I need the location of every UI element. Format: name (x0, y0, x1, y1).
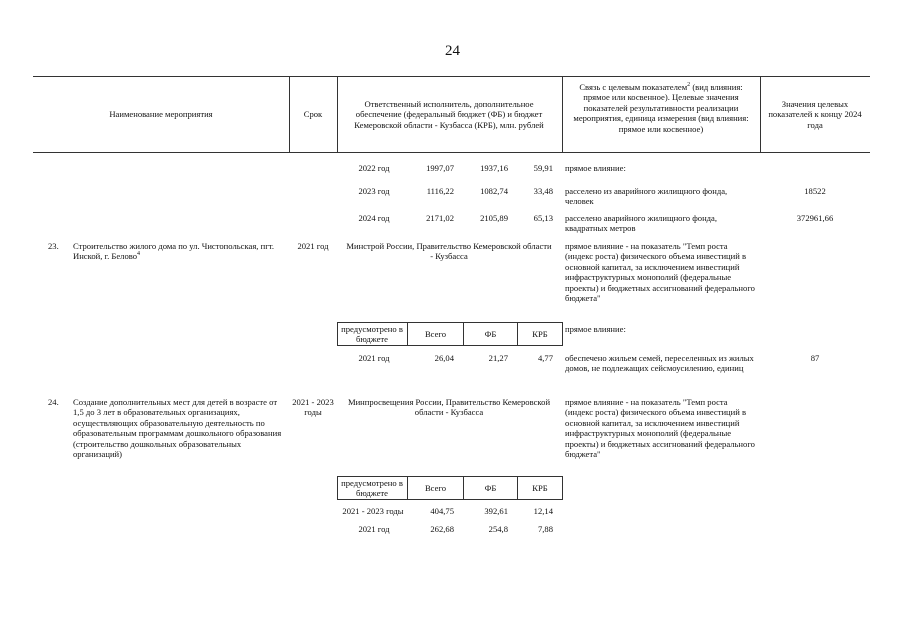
header-bottom-rule (33, 152, 870, 153)
item-number: 24. (48, 397, 59, 407)
budget-header-provided: предусмотрено в бюджете (341, 324, 403, 345)
budget-header-krb: КРБ (532, 483, 548, 493)
fb-cell: 1082,74 (480, 186, 508, 196)
header-col-values: Значения целевых показателей к концу 2024 года (768, 99, 862, 130)
link-cell: прямое влияние: (565, 163, 626, 173)
header-col-link (566, 82, 756, 134)
target-value: 87 (810, 353, 820, 363)
fb-cell: 2105,89 (480, 213, 508, 223)
krb-cell: 59,91 (533, 163, 553, 173)
krb-cell: 12,14 (533, 506, 553, 516)
link-cell: прямое влияние - на показатель "Темп роста (индекс роста) физического объема инвестиций в основной капитал, за исключением инвестиций инфраструктурных монополий (федеральные проекты) и бюджетных ассигнований федерального бюджета" (565, 397, 755, 460)
fb-cell: 21,27 (488, 353, 508, 363)
link-cell: расселено аварийного жилищного фонда, квадратных метров (565, 213, 718, 234)
fb-cell: 254,8 (488, 524, 508, 534)
header-col-link-rest: (вид влияния: прямое или косвенное). Целевые значения показателей результативности реализации мероприятия, единица измерения (вид влияния: прямое или косвенное) (573, 82, 749, 134)
year-cell: 2021 - 2023 годы (342, 506, 404, 516)
year-cell: 2022 год (358, 163, 390, 173)
target-value: 372961,66 (796, 213, 834, 223)
year-cell: 2021 год (358, 353, 390, 363)
krb-cell: 4,77 (537, 353, 553, 363)
item-number: 23. (48, 241, 59, 251)
footnote-ref: 2 (687, 82, 691, 89)
header-col-link-title: Связь с целевым показателем (579, 82, 688, 92)
item-name: Создание дополнительных мест для детей в возрасте от 1,5 до 3 лет в образовательных организациях, осуществляющих образовательную деятельность по образовательным программам дошкольного образования (строительство дошкольных образовательных организаций) (73, 397, 282, 460)
link-cell: прямое влияние - на показатель "Темп роста (индекс роста) физического объема инвестиций в основной капитал, за исключением инвестиций инфраструктурных монополий (федеральные проекты) и бюджетных ассигнований федерального бюджета" (565, 241, 755, 304)
budget-header-fb: ФБ (484, 483, 497, 493)
footnote-ref: 4 (137, 251, 141, 258)
year-cell: 2024 год (358, 213, 390, 223)
link-cell: обеспечено жильем семей, переселенных из жилых домов, не подлежащих сейсмоусилению, единиц (565, 353, 754, 374)
target-value: 18522 (804, 186, 826, 196)
budget-header-krb: КРБ (532, 329, 548, 339)
krb-cell: 7,88 (537, 524, 553, 534)
link-cell: прямое влияние: (565, 324, 626, 334)
item-executor: Минпросвещения России, Правительство Кемеровской области - Кузбасса (347, 397, 551, 418)
header-col-exec: Ответственный исполнитель, дополнительное обеспечение (федеральный бюджет (ФБ) и бюджет Кемеровской области - Кузбасса (КРБ), млн. рублей (354, 99, 544, 130)
item-name (73, 241, 289, 262)
total-cell: 262,68 (430, 524, 454, 534)
page-number: 24 (445, 43, 460, 59)
total-cell: 1116,22 (426, 186, 454, 196)
total-cell: 2171,02 (426, 213, 454, 223)
link-cell: расселено из аварийного жилищного фонда, человек (565, 186, 728, 207)
item-term: 2021 год (297, 241, 329, 251)
budget-header-total: Всего (424, 483, 447, 493)
fb-cell: 1937,16 (480, 163, 508, 173)
total-cell: 404,75 (430, 506, 454, 516)
header-divider (337, 76, 338, 152)
header-col-name: Наименование мероприятия (109, 109, 213, 119)
header-divider (760, 76, 761, 152)
item-name-text: Строительство жилого дома по ул. Чистопольская, пгт. Инской, г. Белово (73, 241, 274, 262)
header-divider (562, 76, 563, 152)
budget-header-fb: ФБ (484, 329, 497, 339)
header-col-term: Срок (303, 109, 323, 119)
total-cell: 1997,07 (426, 163, 454, 173)
header-top-rule (33, 76, 870, 77)
year-cell: 2023 год (358, 186, 390, 196)
krb-cell: 33,48 (533, 186, 553, 196)
budget-header-provided: предусмотрено в бюджете (341, 478, 403, 499)
item-executor: Минстрой России, Правительство Кемеровской области - Кузбасса (346, 241, 552, 262)
budget-header-total: Всего (424, 329, 447, 339)
item-term: 2021 - 2023 годы (292, 397, 334, 418)
year-cell: 2021 год (358, 524, 390, 534)
fb-cell: 392,61 (484, 506, 508, 516)
krb-cell: 65,13 (533, 213, 553, 223)
total-cell: 26,04 (434, 353, 454, 363)
